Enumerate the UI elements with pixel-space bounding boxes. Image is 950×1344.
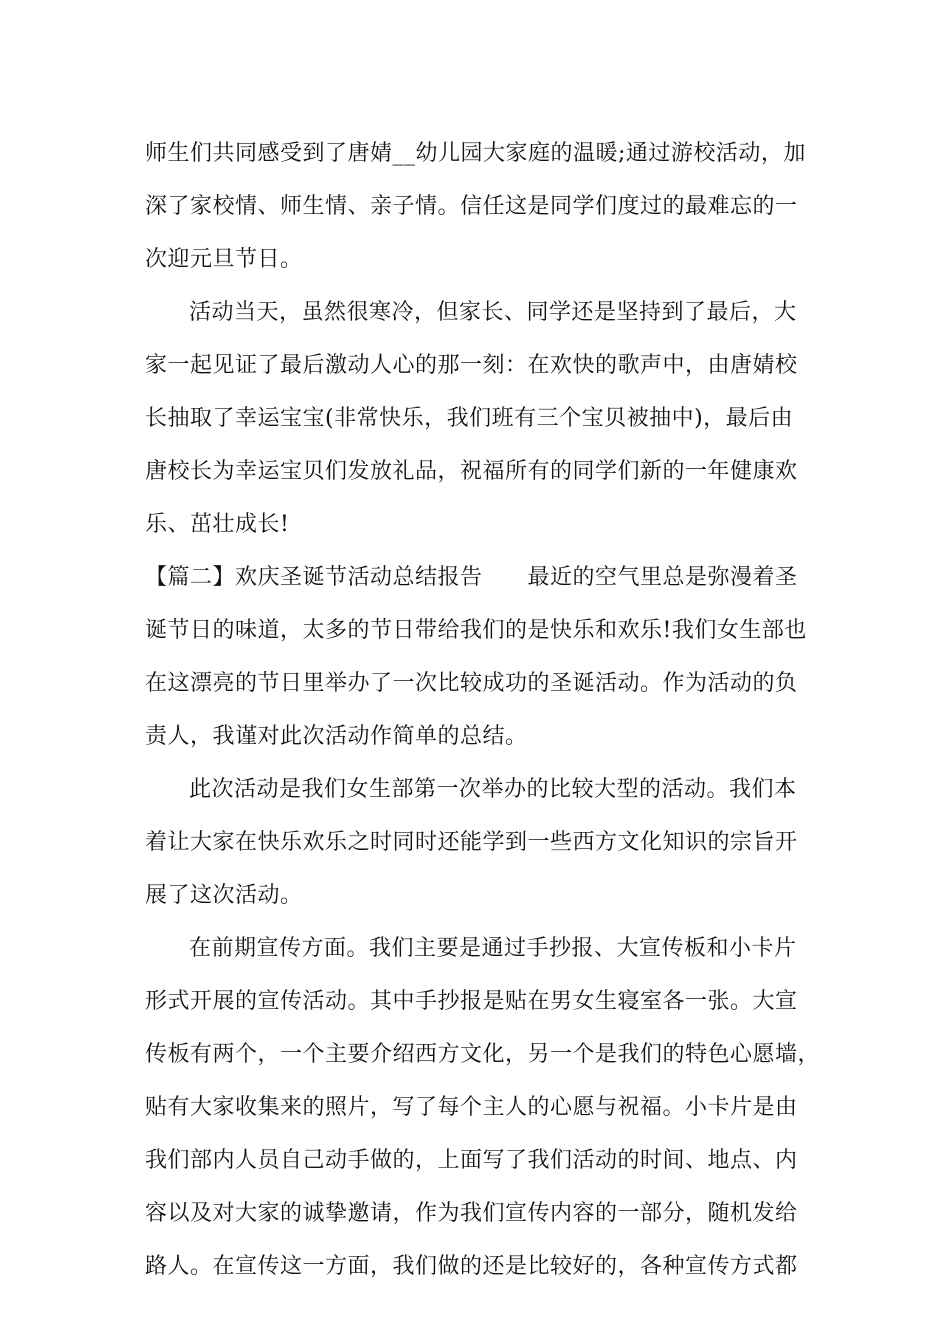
text-line: 容以及对大家的诚挚邀请，作为我们宣传内容的一部分，随机发给	[145, 1201, 798, 1226]
text-line: 形式开展的宣传活动。其中手抄报是贴在男女生寝室各一张。大宣	[145, 989, 798, 1014]
paragraph-1	[145, 127, 810, 286]
text-line: 在前期宣传方面。我们主要是通过手抄报、大宣传板和小卡片	[189, 936, 797, 961]
text-line: 长抽取了幸运宝宝(非常快乐，我们班有三个宝贝被抽中)，最后由	[145, 406, 794, 431]
text-line: 展了这次活动。	[145, 883, 303, 908]
text-line: 着让大家在快乐欢乐之时同时还能学到一些西方文化知识的宗旨开	[145, 830, 798, 855]
text-line: 我们部内人员自己动手做的，上面写了我们活动的时间、地点、内	[145, 1148, 798, 1173]
paragraph-5	[145, 922, 821, 1293]
text-line: 路人。在宣传这一方面，我们做的还是比较好的，各种宣传方式都	[145, 1254, 798, 1279]
text-line: 乐、茁壮成长!	[145, 512, 290, 537]
text-line: 此次活动是我们女生部第一次举办的比较大型的活动。我们本	[189, 777, 797, 802]
text-line: 次迎元旦节日。	[145, 247, 303, 272]
text-line: 活动当天，虽然很寒冷，但家长、同学还是坚持到了最后，大	[189, 300, 797, 325]
text-line: 深了家校情、师生情、亲子情。信任这是同学们度过的最难忘的一	[145, 194, 798, 219]
text-line: 在这漂亮的节日里举办了一次比较成功的圣诞活动。作为活动的负	[145, 671, 798, 696]
text-line: 传板有两个，一个主要介绍西方文化，另一个是我们的特色心愿墙，	[145, 1042, 821, 1067]
paragraph-4	[145, 763, 810, 922]
paragraph-3-section-heading	[145, 551, 810, 763]
text-line: 贴有大家收集来的照片，写了每个主人的心愿与祝福。小卡片是由	[145, 1095, 798, 1120]
text-line: 师生们共同感受到了唐婧__幼儿园大家庭的温暖;通过游校活动，加	[145, 141, 806, 166]
paragraph-2	[145, 286, 810, 551]
text-line: 唐校长为幸运宝贝们发放礼品，祝福所有的同学们新的一年健康欢	[145, 459, 798, 484]
text-line: 诞节日的味道，太多的节日带给我们的是快乐和欢乐!我们女生部也	[145, 618, 807, 643]
document-body	[145, 127, 821, 1293]
text-line: 责人，我谨对此次活动作简单的总结。	[145, 724, 528, 749]
section-heading-line: 【篇二】欢庆圣诞节活动总结报告 最近的空气里总是弥漫着圣	[145, 565, 798, 590]
text-line: 家一起见证了最后激动人心的那一刻：在欢快的歌声中，由唐婧校	[145, 353, 798, 378]
